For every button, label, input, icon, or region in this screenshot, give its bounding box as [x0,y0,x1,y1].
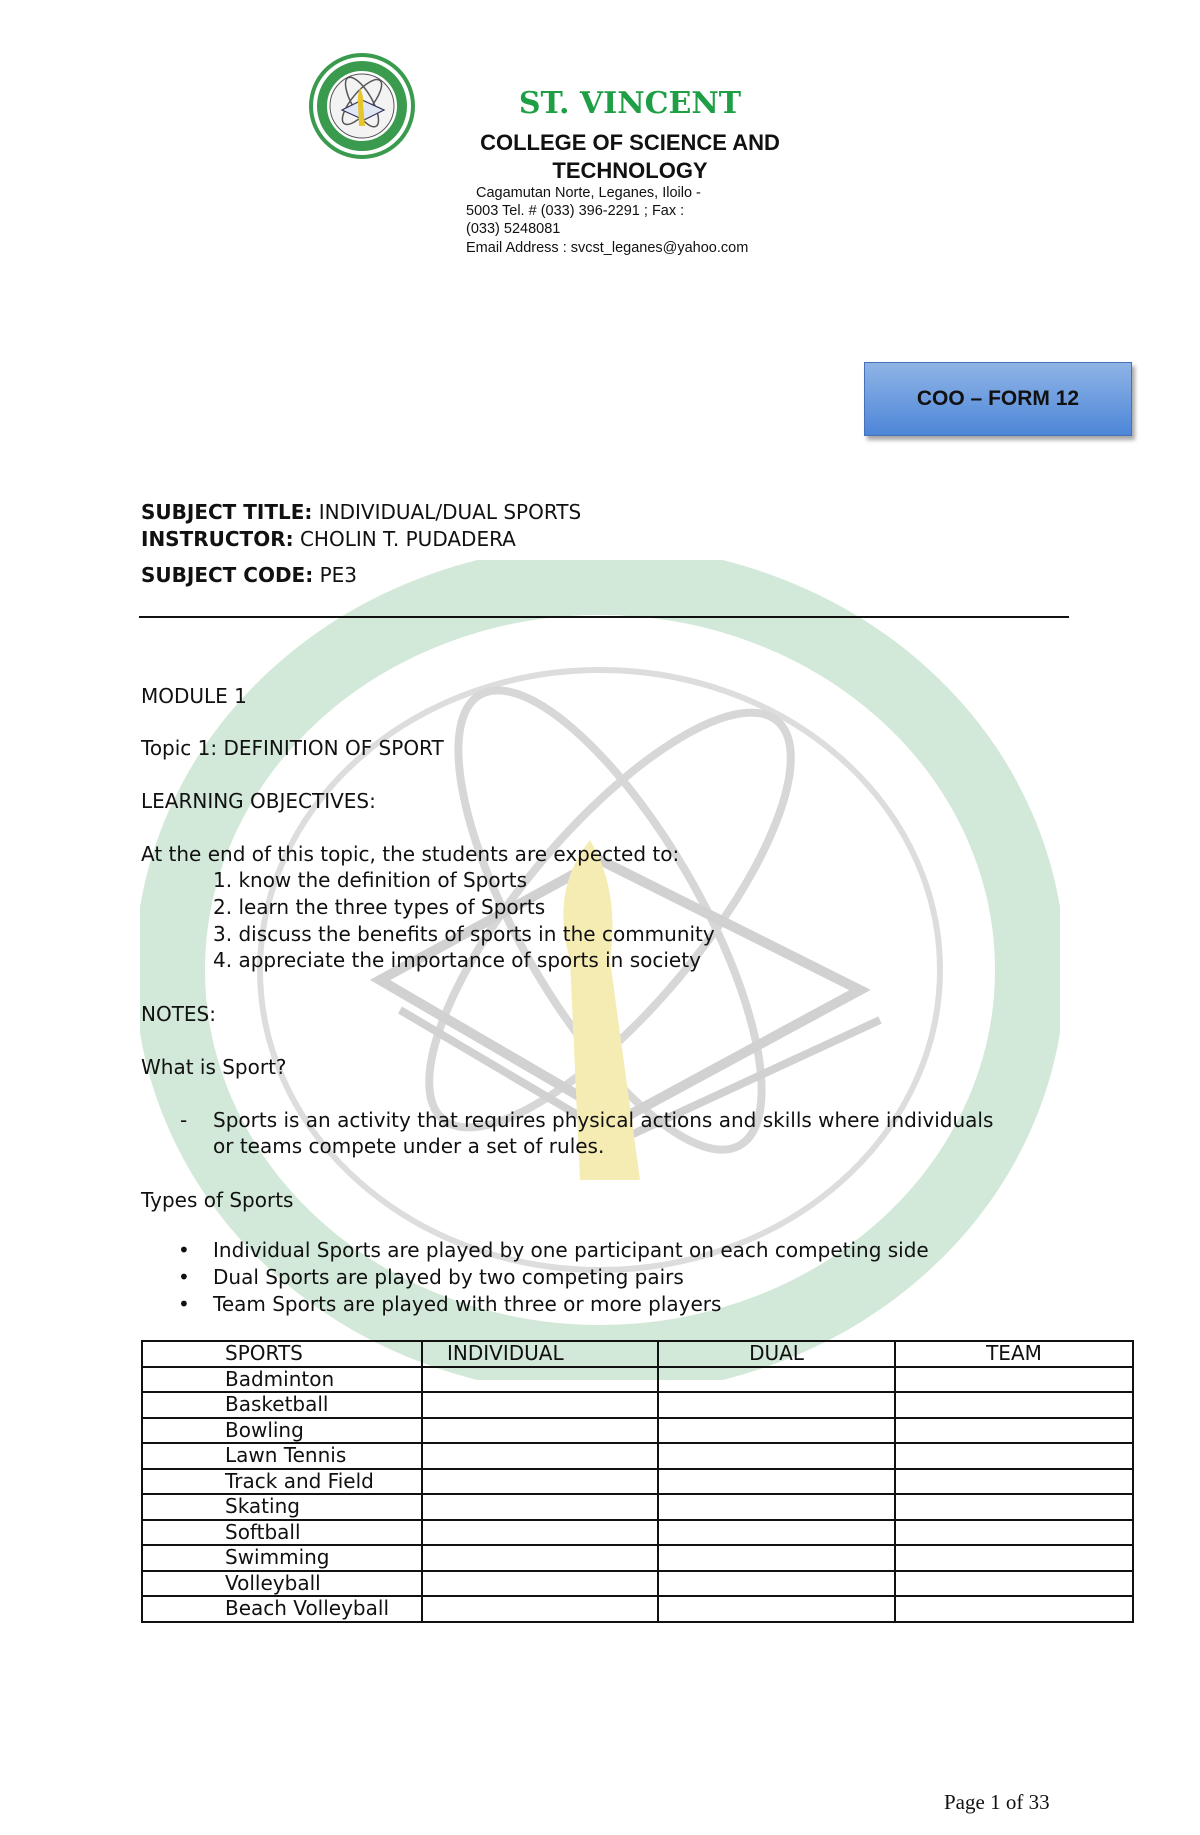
bullet-icon: • [178,1292,190,1316]
type-item: Dual Sports are played by two competing pairs [213,1265,684,1289]
type-item: Individual Sports are played by one participant on each competing side [213,1238,929,1262]
team-cell[interactable] [895,1367,1133,1393]
table-row [142,1494,1133,1520]
dual-cell[interactable] [658,1418,895,1444]
table-row [142,1418,1133,1444]
dual-cell[interactable] [658,1469,895,1495]
table-row [142,1520,1133,1546]
divider-line [139,616,1069,618]
subject-title-line [141,500,581,524]
individual-cell[interactable] [422,1596,658,1622]
contact-line: 5003 Tel. # (033) 396-2291 ; Fax : [466,203,685,219]
subject-code-value: PE3 [319,563,357,587]
question-heading: What is Sport? [141,1055,287,1079]
team-cell[interactable] [895,1494,1133,1520]
sport-name-cell: Track and Field [142,1469,422,1495]
sport-name-cell: Bowling [142,1418,422,1444]
fax-line: (033) 5248081 [466,221,561,237]
sport-name-cell: Badminton [142,1367,422,1393]
instructor-label: INSTRUCTOR: [141,527,294,551]
subject-code-line [141,563,357,587]
objective-item: 1. know the definition of Sports [213,868,528,892]
sport-name-cell: Basketball [142,1392,422,1418]
types-heading: Types of Sports [141,1188,294,1212]
subject-title-value: INDIVIDUAL/DUAL SPORTS [318,500,582,524]
school-name: ST. VINCENT [518,86,742,121]
team-cell[interactable] [895,1469,1133,1495]
bullet-icon: • [178,1265,190,1289]
sport-name-cell: Lawn Tennis [142,1443,422,1469]
college-name-line2: TECHNOLOGY [552,158,708,183]
definition-line: Sports is an activity that requires physical actions and skills where individuals [213,1108,994,1132]
topic-heading: Topic 1: DEFINITION OF SPORT [141,736,444,760]
individual-cell[interactable] [422,1545,658,1571]
column-header-team: TEAM [895,1341,1133,1367]
sport-name-cell: Skating [142,1494,422,1520]
dual-cell[interactable] [658,1545,895,1571]
table-row [142,1367,1133,1393]
table-row [142,1545,1133,1571]
college-name-line1: COLLEGE OF SCIENCE AND [480,130,780,155]
objectives-intro: At the end of this topic, the students are expected to: [141,842,680,866]
instructor-value: CHOLIN T. PUDADERA [299,527,516,551]
notes-heading: NOTES: [141,1002,216,1026]
dual-cell[interactable] [658,1443,895,1469]
team-cell[interactable] [895,1443,1133,1469]
dual-cell[interactable] [658,1367,895,1393]
team-cell[interactable] [895,1596,1133,1622]
column-header-sports: SPORTS [142,1341,422,1367]
form-label-box [864,362,1132,436]
subject-code-label: SUBJECT CODE: [141,563,314,587]
sports-classification-table [141,1340,1134,1623]
individual-cell[interactable] [422,1367,658,1393]
team-cell[interactable] [895,1392,1133,1418]
individual-cell[interactable] [422,1494,658,1520]
individual-cell[interactable] [422,1418,658,1444]
individual-cell[interactable] [422,1520,658,1546]
form-label: COO – FORM 12 [916,387,1080,410]
team-cell[interactable] [895,1520,1133,1546]
table-row [142,1392,1133,1418]
school-logo [308,52,416,160]
team-cell[interactable] [895,1418,1133,1444]
individual-cell[interactable] [422,1469,658,1495]
sport-name-cell: Swimming [142,1545,422,1571]
module-heading: MODULE 1 [141,684,247,708]
table-row [142,1571,1133,1597]
instructor-line [141,527,516,551]
definition-line: or teams compete under a set of rules. [213,1134,605,1158]
bullet-icon: • [178,1238,190,1262]
sport-name-cell: Beach Volleyball [142,1596,422,1622]
page-number: Page 1 of 33 [944,1790,1050,1814]
team-cell[interactable] [895,1545,1133,1571]
dash-marker: - [180,1108,188,1132]
dual-cell[interactable] [658,1392,895,1418]
address-line: Cagamutan Norte, Leganes, Iloilo - [476,185,701,201]
table-header-row [142,1341,1133,1367]
email-line: Email Address : svcst_leganes@yahoo.com [466,240,749,256]
team-cell[interactable] [895,1571,1133,1597]
individual-cell[interactable] [422,1571,658,1597]
objective-item: 3. discuss the benefits of sports in the community [213,922,715,946]
table-row [142,1443,1133,1469]
objectives-heading: LEARNING OBJECTIVES: [141,789,376,813]
objective-item: 4. appreciate the importance of sports in society [213,948,701,972]
column-header-dual: DUAL [658,1341,895,1367]
table-row [142,1596,1133,1622]
sport-name-cell: Softball [142,1520,422,1546]
type-item: Team Sports are played with three or more players [213,1292,722,1316]
subject-title-label: SUBJECT TITLE: [141,500,313,524]
dual-cell[interactable] [658,1520,895,1546]
sport-name-cell: Volleyball [142,1571,422,1597]
dual-cell[interactable] [658,1571,895,1597]
dual-cell[interactable] [658,1494,895,1520]
individual-cell[interactable] [422,1392,658,1418]
table-row [142,1469,1133,1495]
dual-cell[interactable] [658,1596,895,1622]
column-header-individual: INDIVIDUAL [422,1341,658,1367]
individual-cell[interactable] [422,1443,658,1469]
objective-item: 2. learn the three types of Sports [213,895,546,919]
